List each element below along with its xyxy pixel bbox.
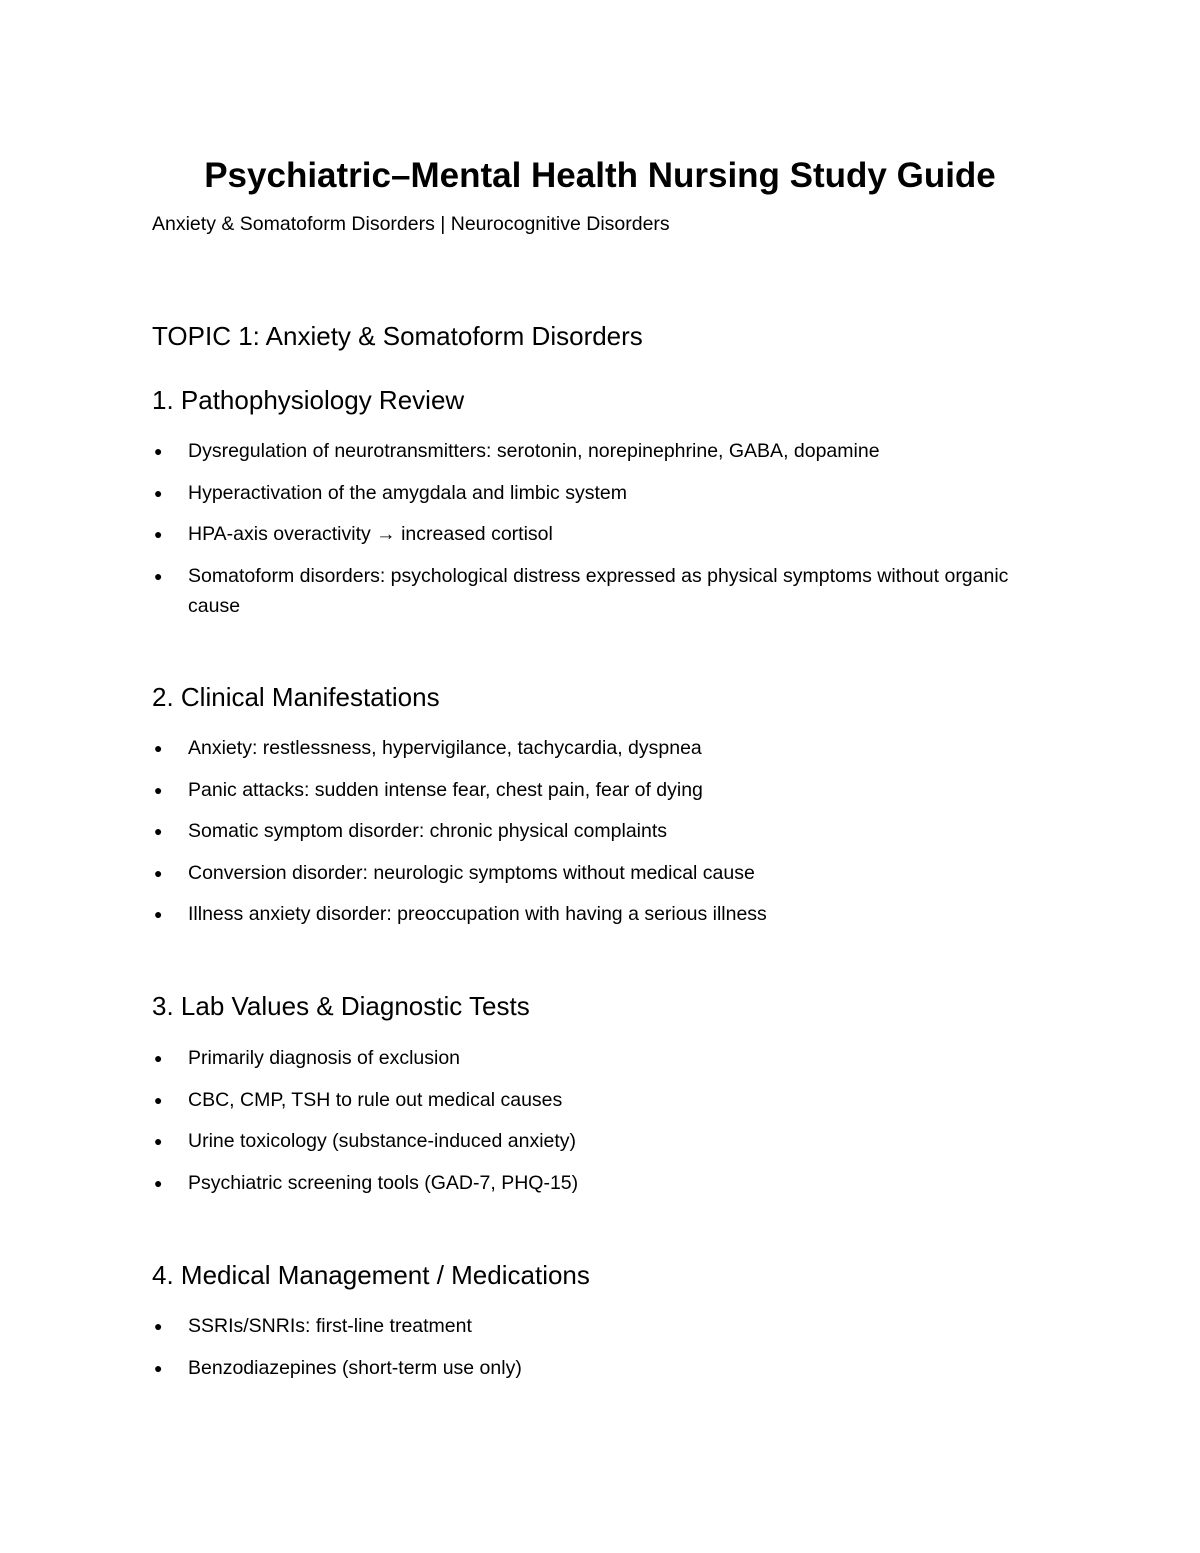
bullet-icon: ●: [154, 1050, 163, 1066]
list-item-text: Somatic symptom disorder: chronic physical complaints: [188, 820, 668, 842]
bullet-icon: ●: [154, 864, 163, 881]
bullet-icon: ●: [154, 567, 163, 584]
list-item-text: SSRIs/SNRIs: first-line treatment: [188, 1315, 472, 1337]
document-title: Psychiatric–Mental Health Nursing Study Guide: [204, 156, 996, 195]
bullet-icon: ●: [154, 781, 163, 798]
list-item-text: HPA-axis overactivity → increased cortisol: [188, 523, 553, 545]
bullet-icon: ●: [154, 1133, 163, 1149]
list-item: [152, 436, 1052, 466]
list-item: [152, 1311, 1052, 1341]
list-item-text: Illness anxiety disorder: preoccupation with having a serious illness: [188, 903, 767, 925]
bullet-icon: ●: [154, 526, 163, 542]
list-item: [152, 858, 1052, 888]
document-subtitle: Anxiety & Somatoform Disorders | Neurocognitive Disorders: [152, 213, 670, 235]
list-item: [152, 1353, 1052, 1383]
section-4-heading: 4. Medical Management / Medications: [152, 1260, 590, 1290]
bullet-icon: ●: [154, 1091, 163, 1108]
list-item-text: CBC, CMP, TSH to rule out medical causes: [188, 1088, 563, 1111]
bullet-icon: ●: [154, 484, 163, 501]
bullet-icon: ●: [154, 906, 163, 922]
list-item: [152, 1168, 1052, 1198]
bullet-icon: ●: [154, 823, 163, 839]
list-item: [152, 733, 1052, 763]
list-item-text: Conversion disorder: neurologic symptoms without medical cause: [188, 861, 755, 884]
bullet-icon: ●: [154, 1174, 163, 1191]
section-3-list: [152, 1043, 1052, 1209]
list-item-text: Psychiatric screening tools (GAD-7, PHQ-15): [188, 1171, 579, 1194]
list-item: [152, 775, 1052, 805]
bullet-icon: ●: [154, 740, 163, 756]
list-item-text: Anxiety: restlessness, hypervigilance, tachycardia, dyspnea: [188, 737, 702, 759]
list-item: [152, 561, 1052, 621]
list-item-text: Urine toxicology (substance-induced anxiety): [188, 1130, 577, 1152]
section-1-heading: 1. Pathophysiology Review: [152, 385, 465, 415]
section-2-list: [152, 733, 1052, 941]
list-item: [152, 816, 1052, 846]
list-item: [152, 478, 1052, 508]
list-item-text: Dysregulation of neurotransmitters: serotonin, norepinephrine, GABA, dopamine: [188, 440, 880, 462]
list-item-text: Primarily diagnosis of exclusion: [188, 1047, 461, 1069]
list-item: [152, 1043, 1052, 1073]
list-item: [152, 1085, 1052, 1115]
list-item-text: Benzodiazepines (short-term use only): [188, 1356, 522, 1379]
list-item: [152, 899, 1052, 929]
section-3-heading: 3. Lab Values & Diagnostic Tests: [152, 991, 530, 1021]
list-item-text: Panic attacks: sudden intense fear, chest pain, fear of dying: [188, 778, 703, 801]
section-4-list: [152, 1311, 1052, 1394]
bullet-icon: ●: [154, 443, 163, 459]
list-item-text: Somatoform disorders: psychological distress expressed as physical symptoms without organic cause: [188, 564, 1009, 617]
list-item: [152, 1126, 1052, 1156]
bullet-icon: ●: [154, 1359, 163, 1376]
section-2-heading: 2. Clinical Manifestations: [152, 682, 440, 712]
section-1-list: [152, 436, 1052, 632]
list-item: [152, 519, 1052, 549]
topic-1-heading: TOPIC 1: Anxiety & Somatoform Disorders: [152, 321, 643, 351]
list-item-text: Hyperactivation of the amygdala and limbic system: [188, 481, 627, 504]
bullet-icon: ●: [154, 1318, 163, 1334]
